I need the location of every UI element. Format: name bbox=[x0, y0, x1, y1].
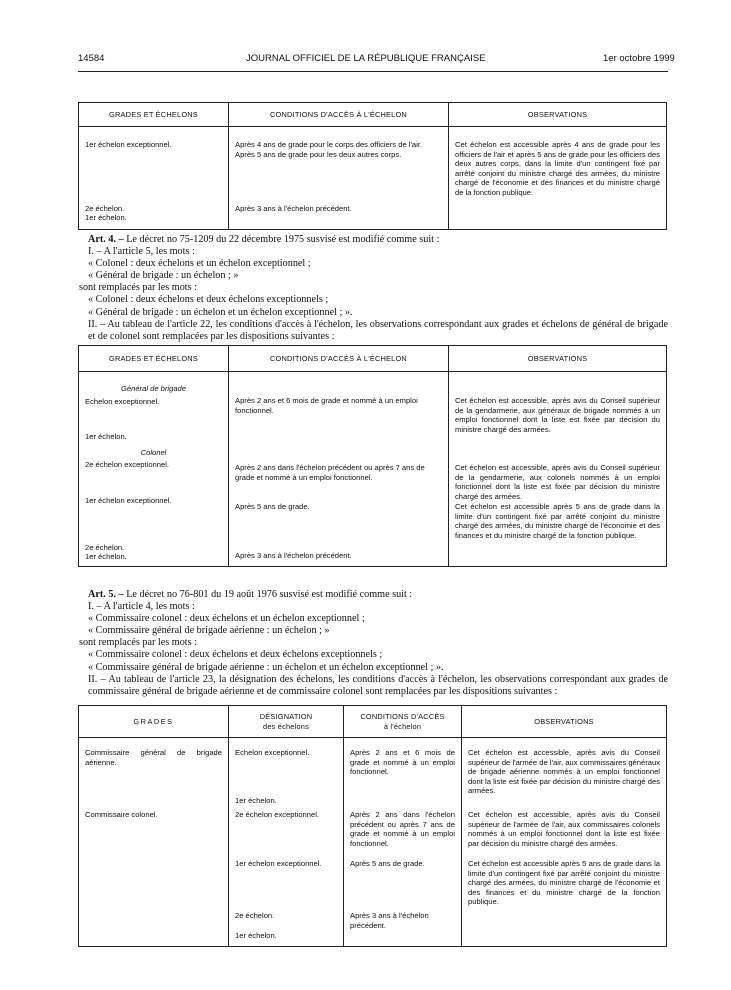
conditions-cell: Après 3 ans à l'échelon précédent. bbox=[235, 551, 352, 560]
grade-cell: 1er échelon. bbox=[85, 552, 127, 562]
grade-cell: 2e échelon. bbox=[85, 203, 125, 213]
section-label: Colonel bbox=[140, 447, 167, 457]
article-4 bbox=[79, 234, 668, 343]
conditions-cell: Après 2 ans et 6 mois de grade et nommé à un emploi fonctionnel. bbox=[235, 396, 418, 415]
article-5 bbox=[79, 589, 668, 698]
article-text: sont remplacés par les mots : bbox=[79, 282, 197, 294]
column-header-grades: GRADES ET ÉCHELONS bbox=[79, 103, 229, 127]
article-text: Le décret no 76-801 du 19 août 1976 susvisé est modifié comme suit : bbox=[126, 589, 413, 600]
article-text: « Général de brigade : un échelon et un échelon exceptionnel ; ». bbox=[88, 306, 353, 318]
section-label: Général de brigade bbox=[120, 384, 186, 393]
article-text: « Général de brigade : un échelon ; » bbox=[88, 270, 239, 282]
conditions-cell: Après 3 ans à l'échelon précédent. bbox=[350, 911, 429, 930]
grade-cell: Commissaire colonel. bbox=[85, 810, 158, 819]
grade-cell: 1er échelon. bbox=[85, 213, 127, 223]
article-text: Le décret no 75-1209 du 22 décembre 1975 susvisé est modifié comme suit : bbox=[126, 234, 440, 245]
article-text: « Commissaire général de brigade aérienne : un échelon et un échelon exceptionnel ; ». bbox=[88, 661, 444, 673]
designation-cell: 2e échelon exceptionnel. bbox=[235, 810, 320, 819]
article-text: I. – A l'article 4, les mots : bbox=[88, 601, 195, 613]
conditions-cell: Après 3 ans à l'échelon précédent. bbox=[235, 203, 352, 213]
designation-cell: 1er échelon exceptionnel. bbox=[235, 859, 322, 868]
header-line: CONDITIONS D'ACCÈS bbox=[360, 711, 445, 721]
table-row bbox=[79, 372, 667, 567]
designation-cell: 1er échelon. bbox=[235, 796, 277, 805]
column-header-conditions bbox=[344, 706, 462, 738]
conditions-cell: Après 4 ans de grade pour le corps des officiers de l'air. Après 5 ans de grade pour les deux autres corps. bbox=[235, 140, 423, 159]
designation-cell: Echelon exceptionnel. bbox=[235, 748, 310, 757]
page-number: 14584 bbox=[78, 53, 105, 64]
conditions-cell: Après 2 ans dans l'échelon précédent ou après 7 ans de grade et nommé à un emploi fonctionnel. bbox=[235, 463, 425, 482]
issue-date: 1er octobre 1999 bbox=[603, 53, 675, 64]
column-header-conditions: CONDITIONS D'ACCÈS À L'ÉCHELON bbox=[229, 346, 449, 372]
observations-cell: Cet échelon est accessible après 5 ans de grade dans la limite d'un contingent fixé par arrêté conjoint du ministre chargé des armées, du ministre chargé de l'économie et des finances et du ministre chargé de la fonction publique. bbox=[455, 502, 660, 540]
article-text: « Colonel : deux échelons et deux échelons exceptionnels ; bbox=[88, 294, 329, 306]
observations-cell: Cet échelon est accessible, après avis du Conseil supérieur de l'armée de l'air, aux commissaires généraux de brigade aérienne nommés à un emploi fonctionnel dont la liste est fixée par décision du ministre chargé des armées. bbox=[468, 748, 660, 796]
table-row bbox=[79, 198, 667, 230]
grade-cell: Commissaire général de brigade aérienne. bbox=[85, 748, 222, 767]
observations-cell: Cet échelon est accessible, après avis du Conseil supérieur de la gendarmerie, aux généraux de brigade nommés à un emploi fonctionnel dont la liste est fixée par décision du ministre chargé des armées. bbox=[455, 396, 660, 434]
observations-cell: Cet échelon est accessible après 5 ans de grade dans la limite d'un contingent fixé par arrêté conjoint du ministre chargé des armées, du ministre chargé de l'économie et des finances et du ministre chargé de la fonction publique. bbox=[468, 859, 660, 907]
table-row bbox=[79, 738, 667, 947]
grade-cell: 1er échelon exceptionnel. bbox=[85, 495, 172, 505]
article-text: « Commissaire colonel : deux échelons et un échelon exceptionnel ; bbox=[88, 613, 365, 625]
designation-cell: 1er échelon. bbox=[235, 931, 277, 940]
column-header-grades: GRADES ET ÉCHELONS bbox=[79, 346, 229, 372]
observations-cell: Cet échelon est accessible après 4 ans de grade pour les officiers de l'air et après 5 ans de grade pour les officiers des deux autres corps, dans la limite d'un contingent fixé par arrêté conjoint du ministre chargé des armées, du ministre chargé de l'économie et des finances et du ministre chargé de la fonction publique. bbox=[455, 140, 660, 197]
table-grades-air bbox=[78, 102, 667, 230]
observations-cell: Cet échelon est accessible, après avis du Conseil supérieur de la gendarmerie, aux colonels nommés à un emploi fonctionnel dont la liste est fixée par décision du ministre chargé des armées. bbox=[455, 463, 660, 501]
conditions-cell: Après 2 ans et 6 mois de grade et nommé à un emploi fonctionnel. bbox=[350, 748, 455, 777]
grade-cell: Echelon exceptionnel. bbox=[85, 396, 160, 406]
table-commissaires bbox=[78, 705, 667, 947]
column-header-observations: OBSERVATIONS bbox=[449, 103, 667, 127]
observations-cell: Cet échelon est accessible, après avis du Conseil supérieur de l'armée de l'air, aux commissaires colonels nommés à un emploi fonctionnel dont la liste est fixée par décision du ministre chargé des armées. bbox=[468, 810, 660, 848]
header-line: des échelons bbox=[263, 721, 309, 731]
article-text: II. – Au tableau de l'article 23, la désignation des échelons, les conditions d'accès à l'échelon, les observations correspondant aux grades de commissaire général de brigade aérienne et de commissaire colonel sont remplacées par les dispositions suivantes : bbox=[88, 673, 668, 697]
journal-title: JOURNAL OFFICIEL DE LA RÉPUBLIQUE FRANÇAISE bbox=[246, 53, 486, 64]
header-rule bbox=[78, 71, 668, 72]
grade-cell: 2e échelon. bbox=[85, 542, 125, 552]
table-row bbox=[79, 127, 667, 198]
column-header-grades: GRADES bbox=[79, 706, 229, 738]
article-text: II. – Au tableau de l'article 22, les conditions d'accès à l'échelon, les observations correspondant aux grades et échelons de général de brigade et de colonel sont remplacées par les dispositions suivantes : bbox=[88, 318, 668, 342]
conditions-cell: Après 2 ans dans l'échelon précédent ou après 7 ans de grade et nommé à un emploi fonctionnel. bbox=[350, 810, 455, 848]
conditions-cell: Après 5 ans de grade. bbox=[235, 502, 310, 511]
header-line: à l'échelon bbox=[383, 721, 422, 731]
column-header-observations: OBSERVATIONS bbox=[462, 706, 667, 738]
column-header-designation bbox=[229, 706, 344, 738]
article-text: « Commissaire général de brigade aérienne : un échelon ; » bbox=[88, 625, 330, 637]
article-text: I. – A l'article 5, les mots : bbox=[88, 246, 195, 258]
article-lead: Art. 5. – bbox=[88, 589, 124, 600]
header-line: DÉSIGNATION bbox=[259, 711, 313, 721]
grade-cell: 2e échelon exceptionnel. bbox=[85, 460, 170, 470]
article-text: sont remplacés par les mots : bbox=[79, 637, 197, 649]
grade-cell: 1er échelon exceptionnel. bbox=[85, 140, 172, 149]
article-text: « Commissaire colonel : deux échelons et deux échelons exceptionnels ; bbox=[88, 649, 383, 661]
article-lead: Art. 4. – bbox=[88, 234, 124, 245]
grade-cell: 1er échelon. bbox=[85, 432, 127, 442]
column-header-observations: OBSERVATIONS bbox=[449, 346, 667, 372]
article-text: « Colonel : deux échelons et un échelon exceptionnel ; bbox=[88, 258, 311, 270]
designation-cell: 2e échelon. bbox=[235, 911, 275, 920]
conditions-cell: Après 5 ans de grade. bbox=[350, 859, 425, 868]
table-grades-gendarmerie bbox=[78, 345, 667, 567]
column-header-conditions: CONDITIONS D'ACCÈS À L'ÉCHELON bbox=[229, 103, 449, 127]
